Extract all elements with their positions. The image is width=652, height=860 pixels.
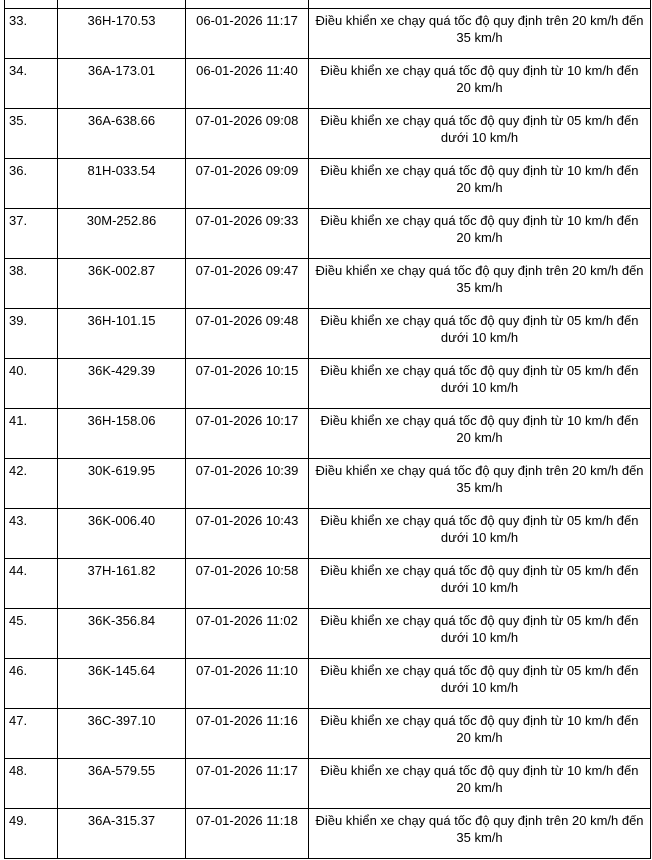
- table-row: [5, 309, 651, 359]
- plate-cell: 36K-356.84: [58, 609, 186, 659]
- row-number-cell: 38.: [5, 259, 58, 309]
- violation-cell: Điều khiển xe chạy quá tốc độ quy định từ 10 km/h đến 20 km/h: [309, 59, 651, 109]
- row-number-cell: 39.: [5, 309, 58, 359]
- datetime-cell: [186, 0, 309, 9]
- table-row: [5, 559, 651, 609]
- datetime-cell: 07-01-2026 10:15: [186, 359, 309, 409]
- datetime-cell: 07-01-2026 11:17: [186, 759, 309, 809]
- row-number-cell: 41.: [5, 409, 58, 459]
- row-number-cell: 47.: [5, 709, 58, 759]
- plate-cell: 36C-397.10: [58, 709, 186, 759]
- plate-cell: 36K-145.64: [58, 659, 186, 709]
- violation-cell: Điều khiển xe chạy quá tốc độ quy định từ 05 km/h đến dưới 10 km/h: [309, 509, 651, 559]
- violation-cell: Điều khiển xe chạy quá tốc độ quy định từ 10 km/h đến 20 km/h: [309, 759, 651, 809]
- plate-cell: 36H-158.06: [58, 409, 186, 459]
- violation-cell: Điều khiển xe chạy quá tốc độ quy định trên 20 km/h đến 35 km/h: [309, 9, 651, 59]
- row-number-cell: 35.: [5, 109, 58, 159]
- plate-cell: 37H-161.82: [58, 559, 186, 609]
- row-number-cell: 42.: [5, 459, 58, 509]
- table-row: [5, 109, 651, 159]
- datetime-cell: 07-01-2026 11:18: [186, 809, 309, 859]
- table-row: [5, 609, 651, 659]
- plate-cell: 36A-638.66: [58, 109, 186, 159]
- plate-cell: [58, 0, 186, 9]
- datetime-cell: 07-01-2026 11:16: [186, 709, 309, 759]
- datetime-cell: 07-01-2026 09:47: [186, 259, 309, 309]
- datetime-cell: 07-01-2026 09:48: [186, 309, 309, 359]
- plate-cell: 36A-173.01: [58, 59, 186, 109]
- table-row: [5, 359, 651, 409]
- row-number-cell: 37.: [5, 209, 58, 259]
- violation-cell: Điều khiển xe chạy quá tốc độ quy định từ 05 km/h đến dưới 10 km/h: [309, 109, 651, 159]
- row-number-cell: 44.: [5, 559, 58, 609]
- plate-cell: 81H-033.54: [58, 159, 186, 209]
- plate-cell: 30K-619.95: [58, 459, 186, 509]
- violation-cell: Điều khiển xe chạy quá tốc độ quy định trên 20 km/h đến 35 km/h: [309, 459, 651, 509]
- datetime-cell: 07-01-2026 09:08: [186, 109, 309, 159]
- violation-cell: Điều khiển xe chạy quá tốc độ quy định từ 05 km/h đến dưới 10 km/h: [309, 559, 651, 609]
- row-number-cell: 43.: [5, 509, 58, 559]
- row-number-cell: 46.: [5, 659, 58, 709]
- plate-cell: 30M-252.86: [58, 209, 186, 259]
- row-number-cell: 48.: [5, 759, 58, 809]
- plate-cell: 36A-579.55: [58, 759, 186, 809]
- table-row: [5, 59, 651, 109]
- table-row: [5, 709, 651, 759]
- datetime-cell: 07-01-2026 10:17: [186, 409, 309, 459]
- datetime-cell: 06-01-2026 11:40: [186, 59, 309, 109]
- violation-cell: Điều khiển xe chạy quá tốc độ quy định từ 05 km/h đến dưới 10 km/h: [309, 659, 651, 709]
- plate-cell: 36K-006.40: [58, 509, 186, 559]
- datetime-cell: 07-01-2026 11:10: [186, 659, 309, 709]
- table-row: [5, 259, 651, 309]
- plate-cell: 36A-315.37: [58, 809, 186, 859]
- plate-cell: 36H-101.15: [58, 309, 186, 359]
- violation-cell: Điều khiển xe chạy quá tốc độ quy định trên 20 km/h đến 35 km/h: [309, 259, 651, 309]
- datetime-cell: 07-01-2026 09:33: [186, 209, 309, 259]
- table-row: [5, 9, 651, 59]
- violation-cell: Điều khiển xe chạy quá tốc độ quy định từ 10 km/h đến 20 km/h: [309, 159, 651, 209]
- table-row: [5, 809, 651, 859]
- datetime-cell: 07-01-2026 09:09: [186, 159, 309, 209]
- table-row: [5, 409, 651, 459]
- datetime-cell: 06-01-2026 11:17: [186, 9, 309, 59]
- row-number-cell: 34.: [5, 59, 58, 109]
- violation-cell: Điều khiển xe chạy quá tốc độ quy định trên 20 km/h đến 35 km/h: [309, 809, 651, 859]
- row-number-cell: 49.: [5, 809, 58, 859]
- row-number-cell: 36.: [5, 159, 58, 209]
- datetime-cell: 07-01-2026 10:58: [186, 559, 309, 609]
- violations-table: [4, 0, 651, 859]
- violation-cell: Điều khiển xe chạy quá tốc độ quy định từ 05 km/h đến dưới 10 km/h: [309, 609, 651, 659]
- table-row: [5, 509, 651, 559]
- table-row: [5, 159, 651, 209]
- table-row: [5, 459, 651, 509]
- violation-cell: Điều khiển xe chạy quá tốc độ quy định từ 10 km/h đến 20 km/h: [309, 709, 651, 759]
- datetime-cell: 07-01-2026 10:39: [186, 459, 309, 509]
- datetime-cell: 07-01-2026 10:43: [186, 509, 309, 559]
- datetime-cell: 07-01-2026 11:02: [186, 609, 309, 659]
- table-row: [5, 209, 651, 259]
- table-row: [5, 759, 651, 809]
- plate-cell: 36K-429.39: [58, 359, 186, 409]
- table-row: [5, 659, 651, 709]
- row-number-cell: 33.: [5, 9, 58, 59]
- plate-cell: 36H-170.53: [58, 9, 186, 59]
- violation-cell: Điều khiển xe chạy quá tốc độ quy định từ 10 km/h đến 20 km/h: [309, 409, 651, 459]
- violation-cell: Điều khiển xe chạy quá tốc độ quy định từ 10 km/h đến 20 km/h: [309, 209, 651, 259]
- violations-table-body: [5, 0, 651, 859]
- plate-cell: 36K-002.87: [58, 259, 186, 309]
- partial-row-top: [5, 0, 651, 9]
- violation-cell: Điều khiển xe chạy quá tốc độ quy định từ 05 km/h đến dưới 10 km/h: [309, 359, 651, 409]
- violation-cell: [309, 0, 651, 9]
- row-number-cell: 45.: [5, 609, 58, 659]
- row-number-cell: [5, 0, 58, 9]
- violation-cell: Điều khiển xe chạy quá tốc độ quy định từ 05 km/h đến dưới 10 km/h: [309, 309, 651, 359]
- row-number-cell: 40.: [5, 359, 58, 409]
